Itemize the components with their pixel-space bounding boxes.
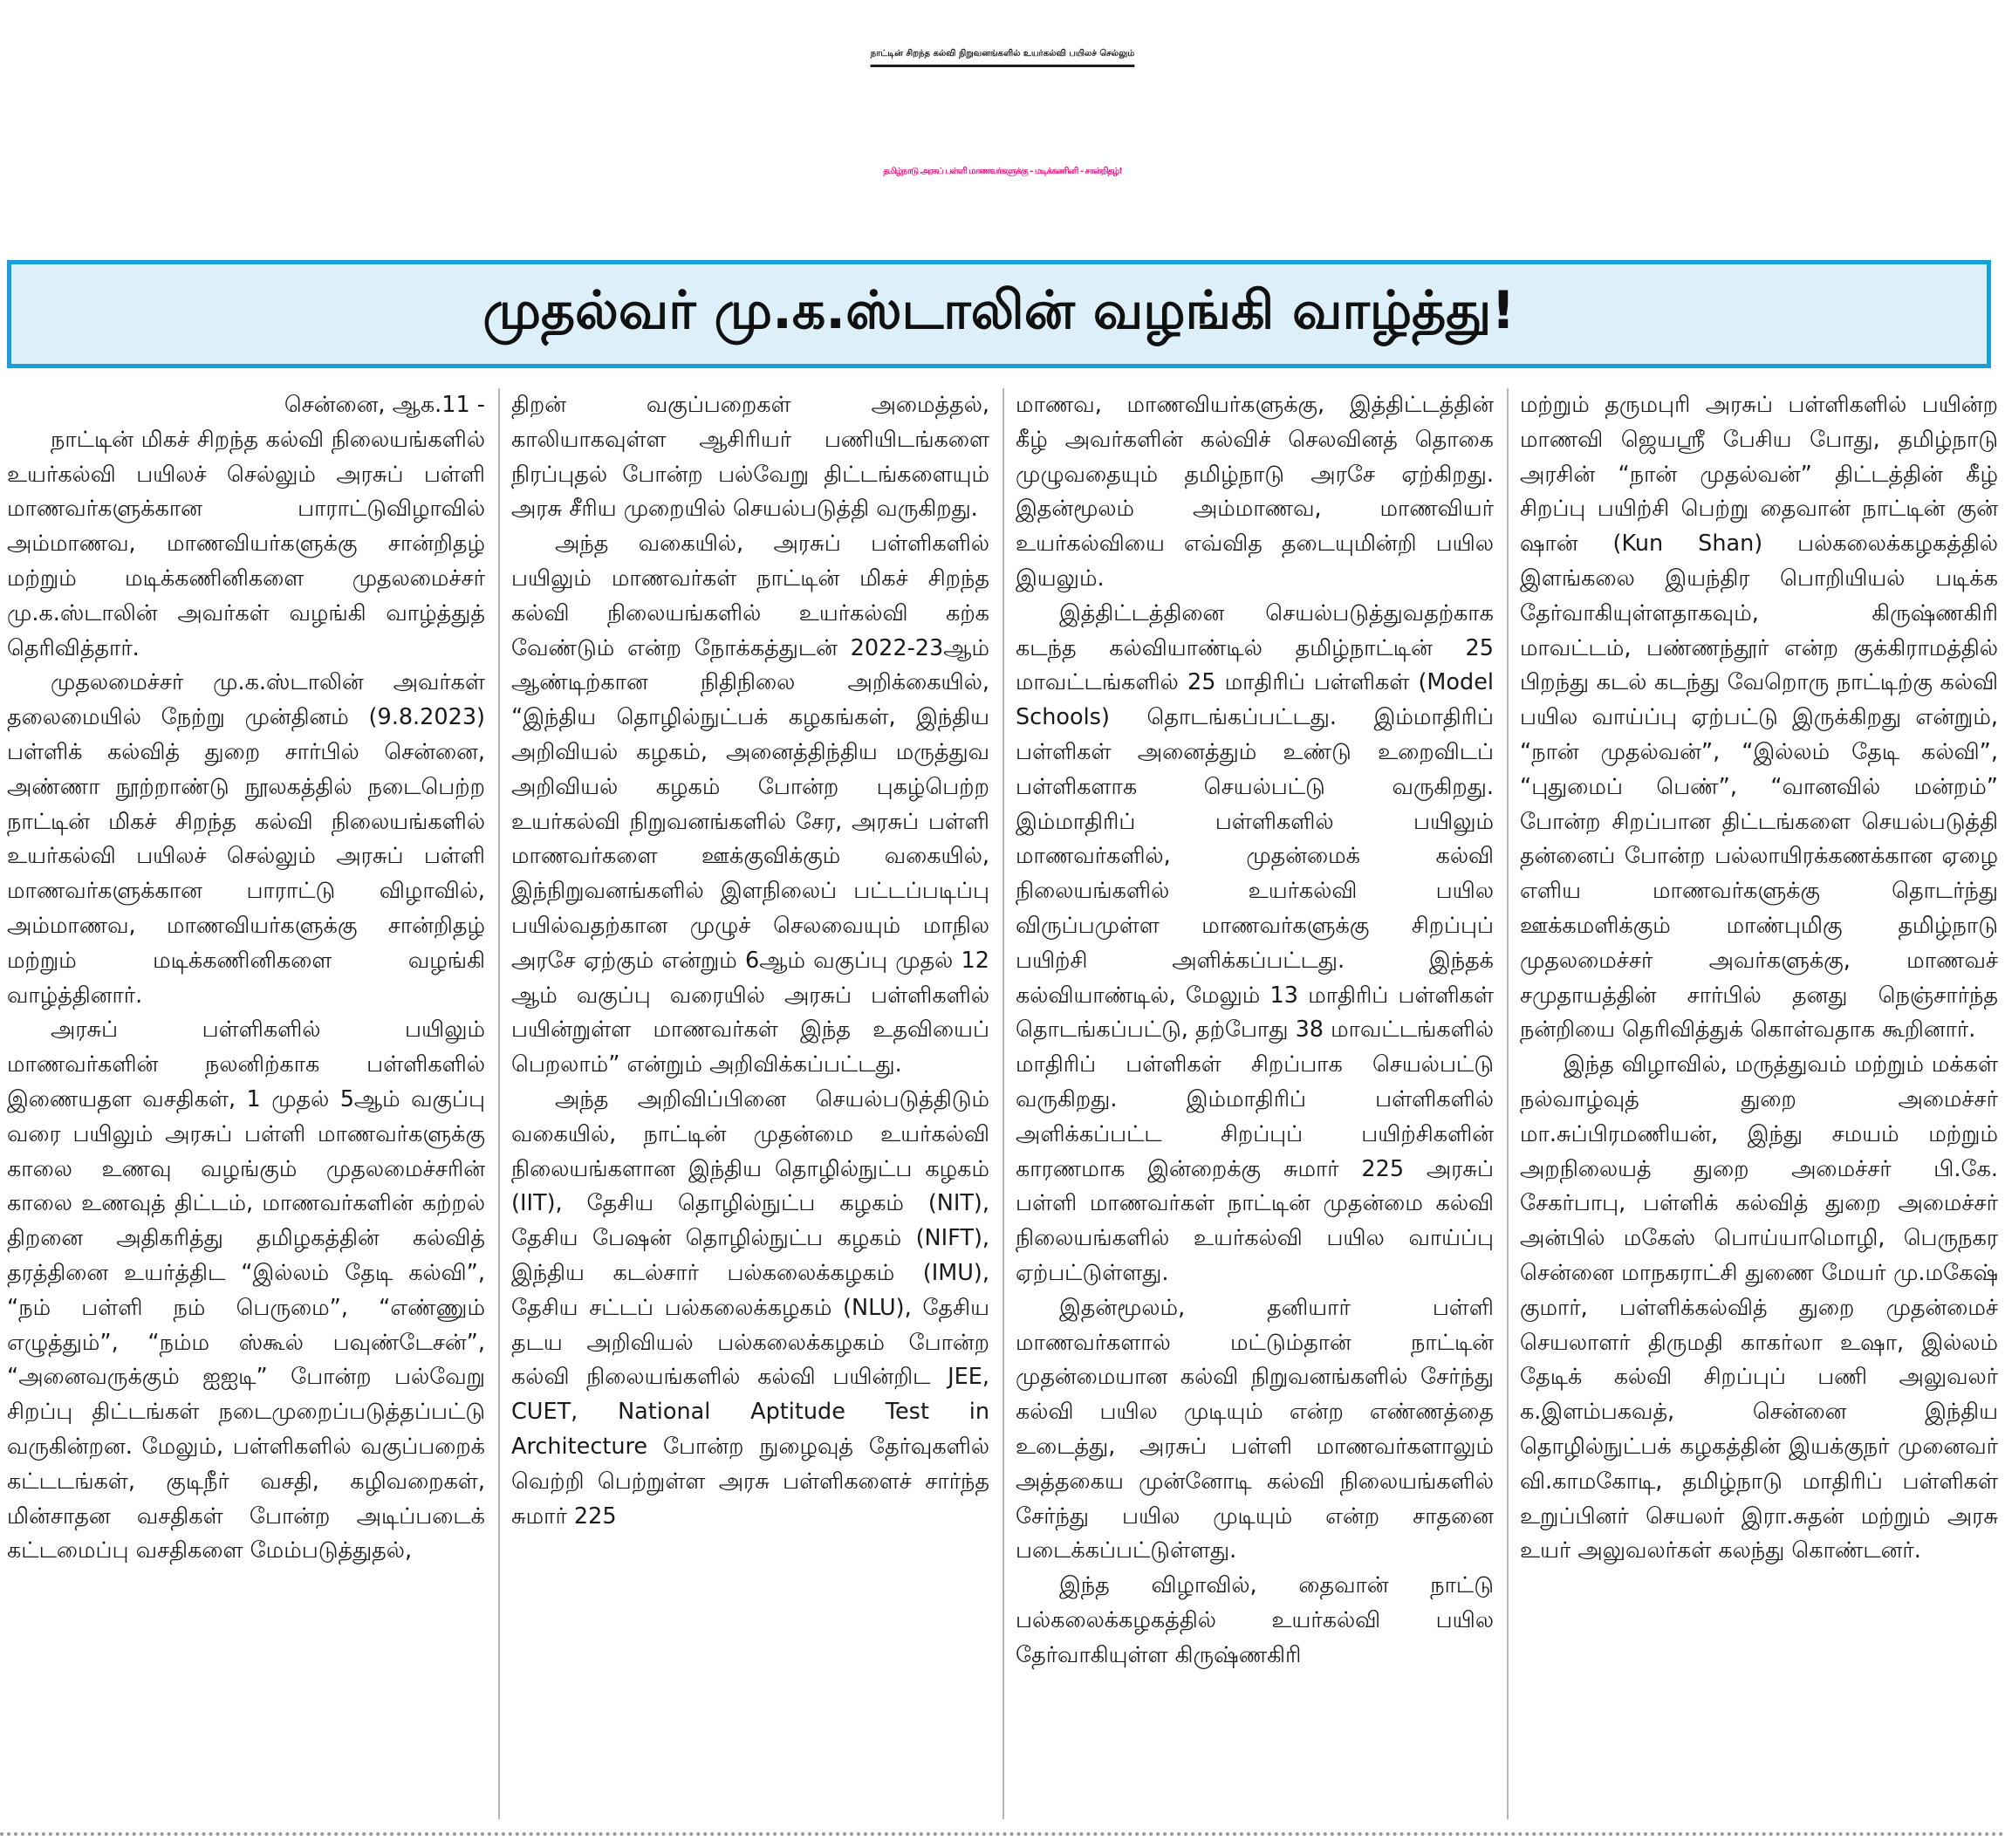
article-paragraph: திறன் வகுப்பறைகள் அமைத்தல், காலியாகவுள்ள ஆசிரியர் பணியிடங்களை நிரப்புதல் போன்ற பல்வேறு திட்டங்களையும் அரசு சீரிய முறையில் செயல்படுத்தி வருகிறது. [511, 392, 989, 523]
article-paragraph: இந்த விழாவில், மருத்துவம் மற்றும் மக்கள் நல்வாழ்வுத் துறை அமைச்சர் மா.சுப்பிரமணியன், இந்து சமயம் மற்றும் அறநிலையத் துறை அமைச்சர் பி.கே. சேகர்பாபு, பள்ளிக் கல்வித் துறை அமைச்சர் அன்பில் மகேஸ் பொய்யாமொழி, பெருநகர சென்னை மாநகராட்சி துணை மேயர் மு.மகேஷ் குமார், பள்ளிக்கல்வித் துறை முதன்மைச் செயலாளர் திருமதி காகர்லா உஷா, இல்லம் தேடிக் கல்வி சிறப்புப் பணி அலுவலர் க.இளம்பகவத், சென்னை இந்திய தொழில்நுட்பக் கழகத்தின் இயக்குநர் முனைவர் வி.காமகோடி, தமிழ்நாடு மாதிரிப் பள்ளிகள் உறுப்பினர் செயலர் இரா.சுதன் மற்றும் அரசு உயர் அலுவலர்கள் கலந்து கொண்டனர். [1520, 1051, 1998, 1564]
article-column-4 [1520, 388, 1998, 1832]
subheadline-box [7, 260, 1991, 368]
article-paragraph: இத்திட்டத்தினை செயல்படுத்துவதற்காக கடந்த கல்வியாண்டில் தமிழ்நாட்டின் 25 மாவட்டங்களில் 25 மாதிரிப் பள்ளிகள் (Model Schools) தொடங்கப்பட்டது. இம்மாதிரிப் பள்ளிகள் அனைத்தும் உண்டு உறைவிடப் பள்ளிகளாக செயல்பட்டு வருகிறது. இம்மாதிரிப் பள்ளிகளில் பயிலும் மாணவர்களில், முதன்மைக் கல்வி நிலையங்களில் உயர்கல்வி பயில விருப்பமுள்ள மாணவர்களுக்கு சிறப்புப் பயிற்சி அளிக்கப்பட்டது. இந்தக் கல்வியாண்டில், மேலும் 13 மாதிரிப் பள்ளிகள் தொடங்கப்பட்டு, தற்போது 38 மாவட்டங்களில் மாதிரிப் பள்ளிகள் சிறப்பாக செயல்பட்டு வருகிறது. இம்மாதிரிப் பள்ளிகளில் அளிக்கப்பட்ட சிறப்புப் பயிற்சிகளின் காரணமாக இன்றைக்கு சுமார் 225 அரசுப் பள்ளி மாணவர்கள் நாட்டின் முதன்மை கல்வி நிலையங்களில் உயர்கல்வி பயில வாய்ப்பு ஏற்பட்டுள்ளது. [1016, 599, 1494, 1286]
article-paragraph: முதலமைச்சர் மு.க.ஸ்டாலின் அவர்கள் தலைமையில் நேற்று முன்தினம் (9.8.2023) பள்ளிக் கல்வித் துறை சார்பில் சென்னை, அண்ணா நூற்றாண்டு நூலகத்தில் நடைபெற்ற நாட்டின் மிகச் சிறந்த கல்வி நிலையங்களில் உயர்கல்வி பயிலச் செல்லும் அரசுப் பள்ளி மாணவர்களுக்கான பாராட்டு விழாவில், அம்மாணவ, மாணவியர்களுக்கு சான்றிதழ் மற்றும் மடிக்கணினிகளை வழங்கி வாழ்த்தினார். [7, 669, 485, 1009]
article-column-2 [511, 388, 989, 1832]
main-headline: தமிழ்நாடு அரசுப் பள்ளி மாணவர்களுக்கு - மடிக்கணினி - சான்றிதழ்! [883, 167, 1122, 176]
kicker-line: நாட்டின் சிறந்த கல்வி நிறுவனங்களில் உயர்கல்வி பயிலச் செல்லும் [870, 49, 1135, 58]
article-paragraph: இதன்மூலம், தனியார் பள்ளி மாணவர்களால் மட்டும்தான் நாட்டின் முதன்மையான கல்வி நிறுவனங்களில் சேர்ந்து கல்வி பயில முடியும் என்ற எண்ணத்தை உடைத்து, அரசுப் பள்ளி மாணவர்களாலும் அத்தகைய முன்னோடி கல்வி நிலையங்களில் சேர்ந்து பயில முடியும் என்ற சாதனை படைக்கப்பட்டுள்ளது. [1016, 1294, 1494, 1564]
article-paragraph: இந்த விழாவில், தைவான் நாட்டு பல்கலைக்கழகத்தில் உயர்கல்வி பயில தேர்வாகியுள்ள கிருஷ்ணகிரி [1016, 1572, 1494, 1668]
bottom-divider [0, 1832, 2005, 1836]
article-paragraph: அரசுப் பள்ளிகளில் பயிலும் மாணவர்களின் நலனிற்காக பள்ளிகளில் இணையதள வசதிகள், 1 முதல் 5ஆம் வகுப்பு வரை பயிலும் அரசுப் பள்ளி மாணவர்களுக்கு காலை உணவு வழங்கும் முதலமைச்சரின் காலை உணவுத் திட்டம், மாணவர்களின் கற்றல் திறனை அதிகரித்து தமிழகத்தின் கல்வித் தரத்தினை உயர்த்திட “இல்லம் தேடி கல்வி”, “நம் பள்ளி நம் பெருமை”, “எண்ணும் எழுத்தும்”, “நம்ம ஸ்கூல் பவுண்டேசன்”, “அனைவருக்கும் ஐஐடி” போன்ற பல்வேறு சிறப்பு திட்டங்கள் நடைமுறைப்படுத்தப்பட்டு வருகின்றன. மேலும், பள்ளிகளில் வகுப்பறைக் கட்டடங்கள், குடிநீர் வசதி, கழிவறைகள், மின்சாதன வசதிகள் போன்ற அடிப்படைக் கட்டமைப்பு வசதிகளை மேம்படுத்துதல், [7, 1016, 485, 1564]
column-divider [1507, 388, 1509, 1819]
article-paragraph: அந்த அறிவிப்பினை செயல்படுத்திடும் வகையில், நாட்டின் முதன்மை உயர்கல்வி நிலையங்களான இந்திய தொழில்நுட்ப கழகம் (IIT), தேசிய தொழில்நுட்ப கழகம் (NIT), தேசிய பேஷன் தொழில்நுட்ப கழகம் (NIFT), இந்திய கடல்சார் பல்கலைக்கழகம் (IMU), தேசிய சட்டப் பல்கலைக்கழகம் (NLU), தேசிய தடய அறிவியல் பல்கலைக்கழகம் போன்ற கல்வி நிலையங்களில் கல்வி பயின்றிட JEE, CUET, National Aptitude Test in Architecture போன்ற நுழைவுத் தேர்வுகளில் வெற்றி பெற்றுள்ள அரசு பள்ளிகளைச் சார்ந்த சுமார் 225 [511, 1085, 989, 1530]
article-paragraph: மாணவ, மாணவியர்களுக்கு, இத்திட்டத்தின் கீழ் அவர்களின் கல்விச் செலவினத் தொகை முழுவதையும் தமிழ்நாடு அரசே ஏற்கிறது. இதன்மூலம் அம்மாணவ, மாணவியர் உயர்கல்வியை எவ்வித தடையுமின்றி பயில இயலும். [1016, 392, 1494, 592]
article-column-3 [1016, 388, 1494, 1832]
article-paragraph: அந்த வகையில், அரசுப் பள்ளிகளில் பயிலும் மாணவர்கள் நாட்டின் மிகச் சிறந்த கல்வி நிலையங்களில் உயர்கல்வி கற்க வேண்டும் என்ற நோக்கத்துடன் 2022-23ஆம் ஆண்டிற்கான நிதிநிலை அறிக்கையில், “இந்திய தொழில்நுட்பக் கழகங்கள், இந்திய அறிவியல் கழகம், அனைத்திந்திய மருத்துவ அறிவியல் கழகம் போன்ற புகழ்பெற்ற உயர்கல்வி நிறுவனங்களில் சேர, அரசுப் பள்ளி மாணவர்களை ஊக்குவிக்கும் வகையில், இந்நிறுவனங்களில் இளநிலைப் பட்டப்படிப்பு பயில்வதற்கான முழுச் செலவையும் மாநில அரசே ஏற்கும் என்றும் 6ஆம் வகுப்பு முதல் 12 ஆம் வகுப்பு வரையில் அரசுப் பள்ளிகளில் பயின்றுள்ள மாணவர்கள் இந்த உதவியைப் பெறலாம்” என்றும் அறிவிக்கப்பட்டது. [511, 530, 989, 1078]
dateline: சென்னை, ஆக.11 - [284, 392, 485, 418]
article-paragraph: நாட்டின் மிகச் சிறந்த கல்வி நிலையங்களில் உயர்கல்வி பயிலச் செல்லும் அரசுப் பள்ளி மாணவர்களுக்கான பாராட்டுவிழாவில் அம்மாணவ, மாணவியர்களுக்கு சான்றிதழ் மற்றும் மடிக்கணினிகளை முதலமைச்சர் மு.க.ஸ்டாலின் அவர்கள் வழங்கி வாழ்த்துத் தெரிவித்தார். [7, 426, 485, 661]
subheadline: முதல்வர் மு.க.ஸ்டாலின் வழங்கி வாழ்த்து! [482, 280, 1516, 341]
article-column-1 [7, 388, 485, 1832]
article-paragraph: மற்றும் தருமபுரி அரசுப் பள்ளிகளில் பயின்ற மாணவி ஜெயஸ்ரீ பேசிய போது, தமிழ்நாடு அரசின் “நான் முதல்வன்” திட்டத்தின் கீழ் சிறப்பு பயிற்சி பெற்று தைவான் நாட்டின் குன் ஷான் (Kun Shan) பல்கலைக்கழகத்தில் இளங்கலை இயந்திர பொறியியல் படிக்க தேர்வாகியுள்ளதாகவும், கிருஷ்ணகிரி மாவட்டம், பண்ணந்தூர் என்ற குக்கிராமத்தில் பிறந்து கடல் கடந்து வேறொரு நாட்டிற்கு கல்வி பயில வாய்ப்பு ஏற்பட்டு இருக்கிறது என்றும், “நான் முதல்வன்”, “இல்லம் தேடி கல்வி”, “புதுமைப் பெண்”, “வானவில் மன்றம்” போன்ற சிறப்பான திட்டங்களை செயல்படுத்தி தன்னைப் போன்ற பல்லாயிரக்கணக்கான ஏழை எளிய மாணவர்களுக்கு தொடர்ந்து ஊக்கமளிக்கும் மாண்புமிகு தமிழ்நாடு முதலமைச்சர் அவர்களுக்கு, மாணவச் சமுதாயத்தின் சார்பில் தனது நெஞ்சார்ந்த நன்றியை தெரிவித்துக் கொள்வதாக கூறினார். [1520, 392, 1998, 1044]
column-divider [498, 388, 500, 1819]
column-divider [1002, 388, 1004, 1819]
